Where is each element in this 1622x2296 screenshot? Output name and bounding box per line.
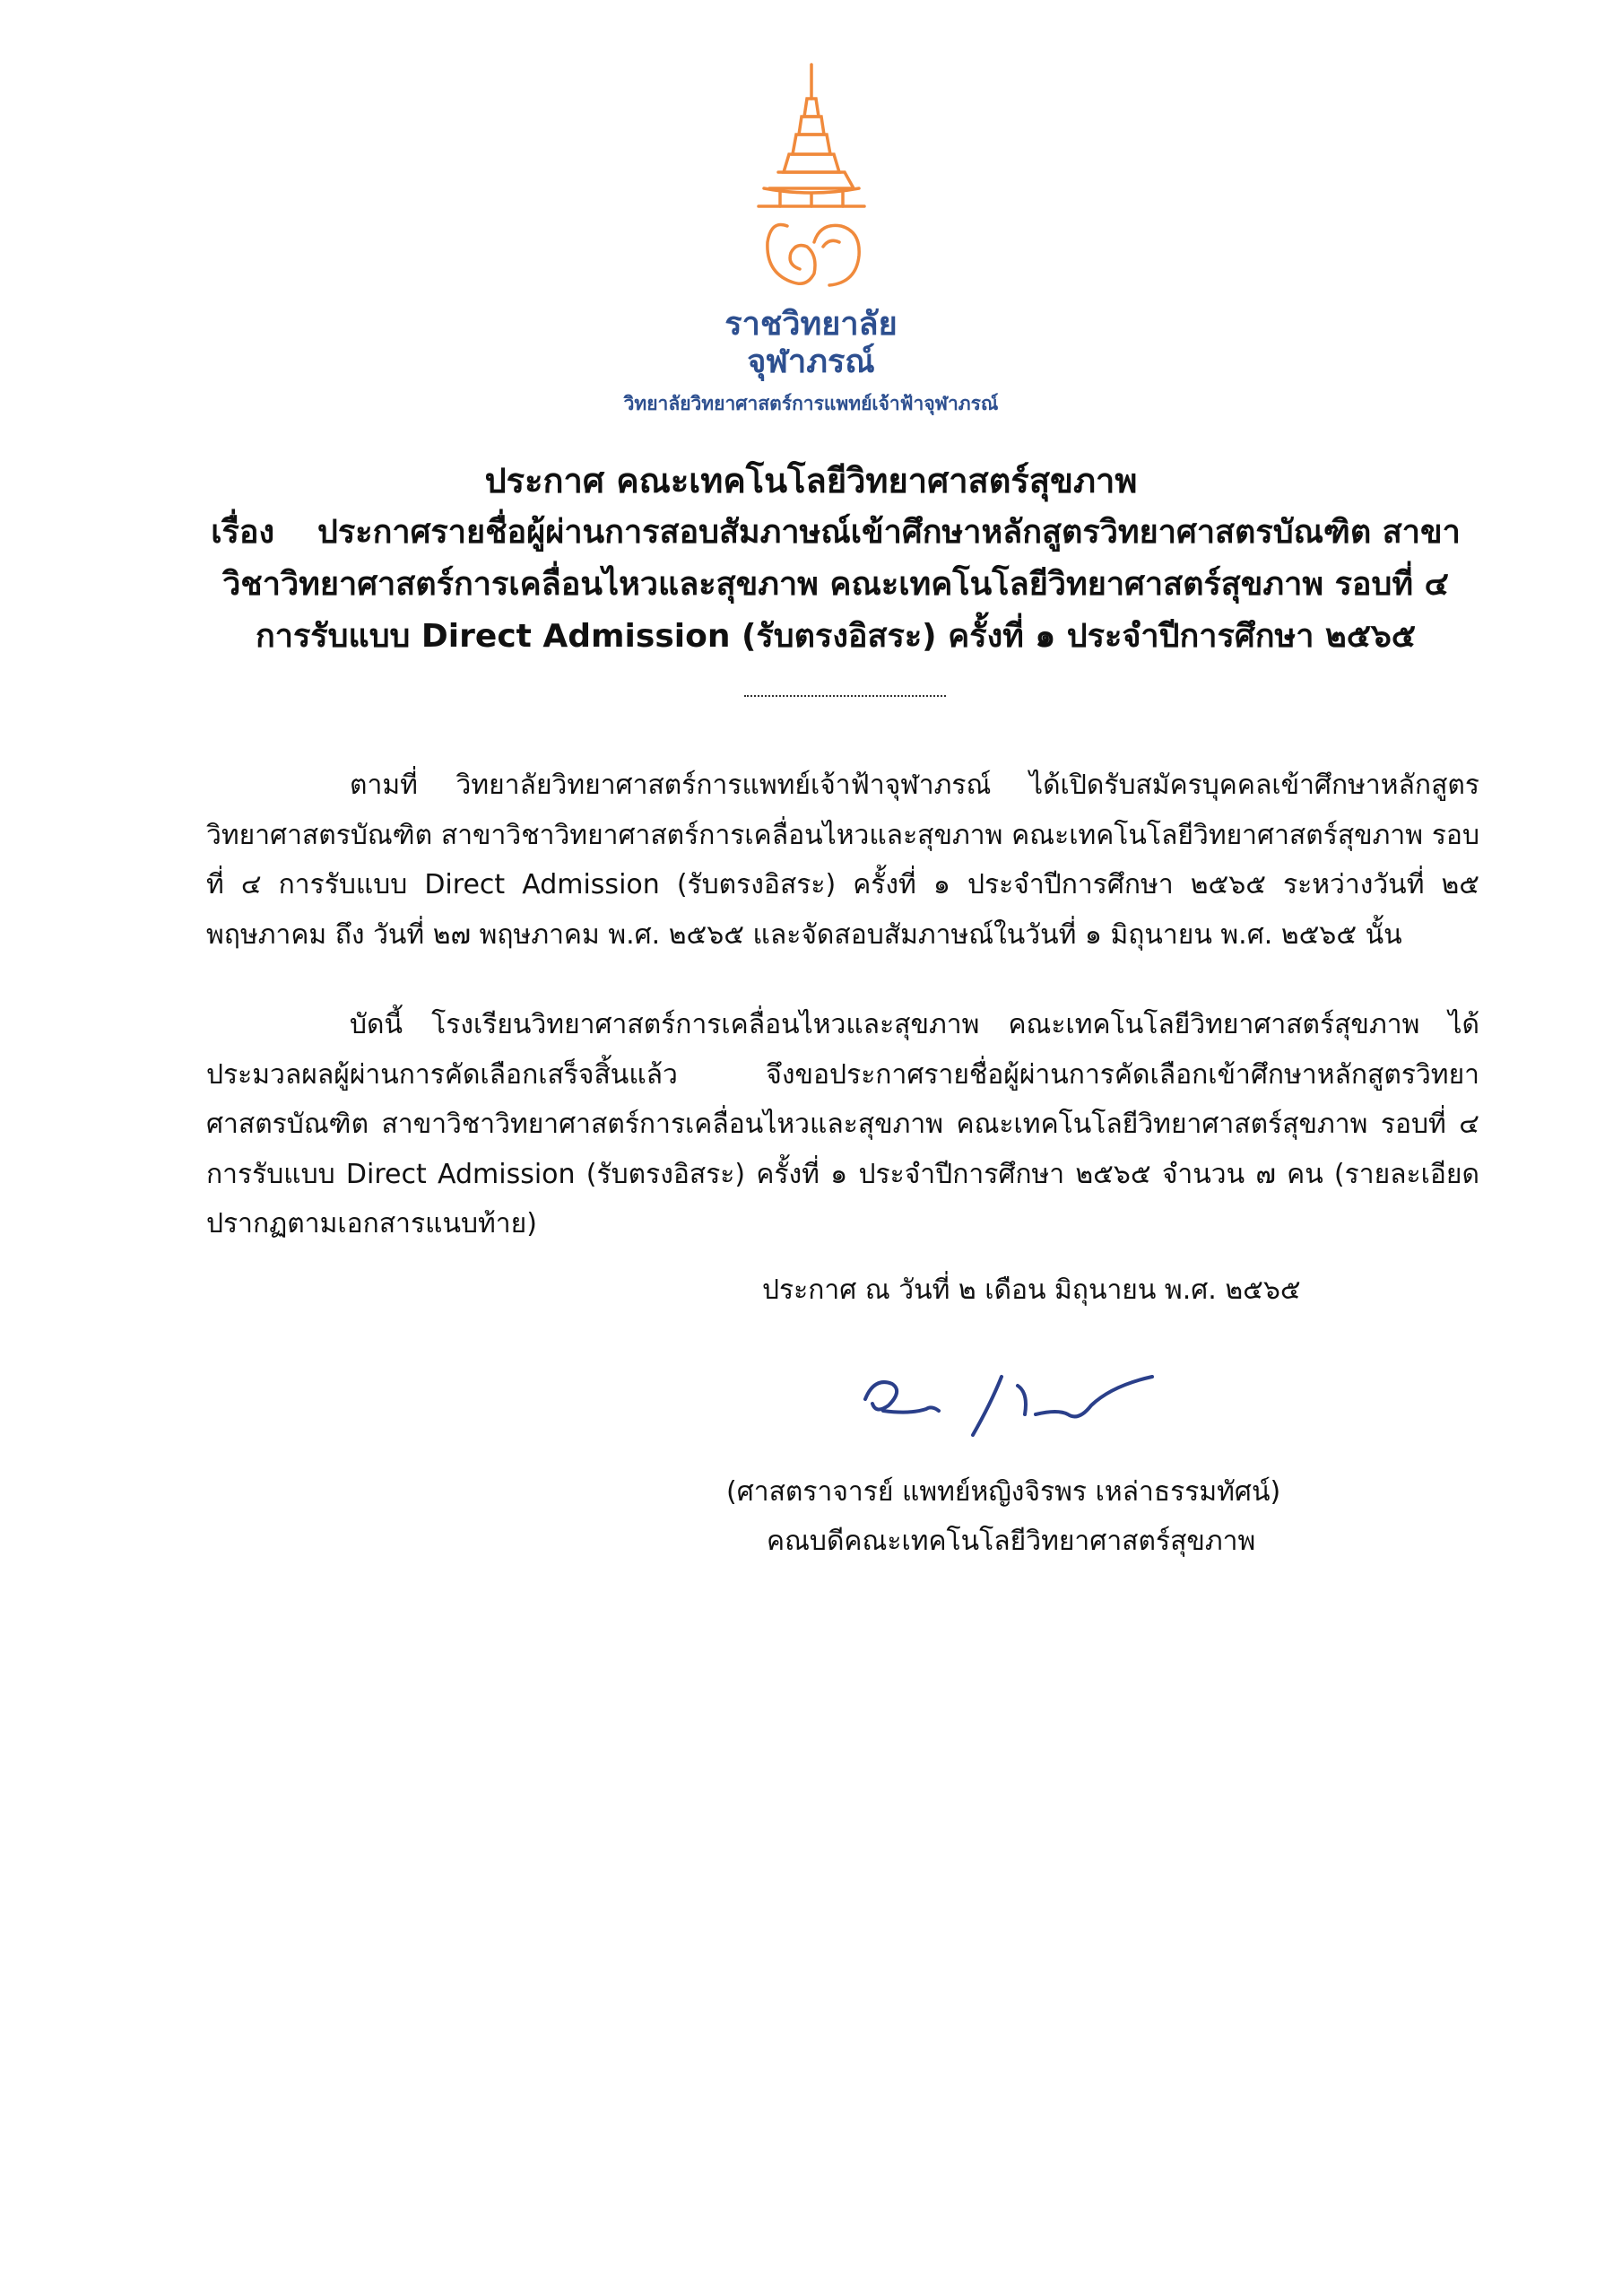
signer-name: (ศาสตราจารย์ แพทย์หญิงจิรพร เหล่าธรรมทัศน์) [726, 1476, 1281, 1508]
emblem-icon [744, 63, 879, 305]
body-paragraph-1: ตามที่ วิทยาลัยวิทยาศาสตร์การแพทย์เจ้าฟ้าจุฬาภรณ์ ได้เปิดรับสมัครบุคคลเข้าศึกษาหลักสูตรวิทยาศาสตรบัณฑิต สาขาวิชาวิทยาศาสตร์การเคลื่อนไหวและสุขภาพ คณะเทคโนโลยีวิทยาศาสตร์สุขภาพ รอบที่ ๔ การรับแบบ Direct Admission (รับตรงอิสระ) ครั้งที่ ๑ ประจำปีการศึกษา ๒๕๖๕ ระหว่างวันที่ ๒๕ พฤษภาคม ถึง วันที่ ๒๗ พฤษภาคม พ.ศ. ๒๕๖๕ และจัดสอบสัมภาษณ์ในวันที่ ๑ มิถุนายน พ.ศ. ๒๕๖๕ นั้น [206, 770, 1479, 951]
logo-name-line1: ราชวิทยาลัย [724, 305, 898, 343]
subject-label: เรื่อง [211, 514, 275, 551]
announcement-heading: ประกาศ คณะเทคโนโลยีวิทยาศาสตร์สุขภาพ [484, 461, 1138, 500]
signer-title: คณบดีคณะเทคโนโลยีวิทยาศาสตร์สุขภาพ [767, 1526, 1256, 1557]
signature-image [856, 1350, 1179, 1448]
announcement-subject [199, 507, 1472, 663]
body-paragraph-2: บัดนี้ โรงเรียนวิทยาศาสตร์การเคลื่อนไหวและสุขภาพ คณะเทคโนโลยีวิทยาศาสตร์สุขภาพ ได้ประมวลผลผู้ผ่านการคัดเลือกเสร็จสิ้นแล้ว จึงขอประกาศรายชื่อผู้ผ่านการคัดเลือกเข้าศึกษาหลักสูตรวิทยาศาสตรบัณฑิต สาขาวิชาวิทยาศาสตร์การเคลื่อนไหวและสุขภาพ คณะเทคโนโลยีวิทยาศาสตร์สุขภาพ รอบที่ ๔ การรับแบบ Direct Admission (รับตรงอิสระ) ครั้งที่ ๑ ประจำปีการศึกษา ๒๕๖๕ จำนวน ๗ คน (รายละเอียดปรากฏตามเอกสารแนบท้าย) [206, 1009, 1479, 1239]
logo-subtitle: วิทยาลัยวิทยาศาสตร์การแพทย์เจ้าฟ้าจุฬาภรณ์ [623, 392, 999, 414]
announcement-date: ประกาศ ณ วันที่ ๒ เดือน มิถุนายน พ.ศ. ๒๕๖๕ [762, 1274, 1301, 1306]
logo-name-line2: จุฬาภรณ์ [747, 343, 875, 380]
dotted-divider [744, 695, 946, 697]
subject-text: ประกาศรายชื่อผู้ผ่านการสอบสัมภาษณ์เข้าศึกษาหลักสูตรวิทยาศาสตรบัณฑิต สาขาวิชาวิทยาศาสตร์การเคลื่อนไหวและสุขภาพ คณะเทคโนโลยีวิทยาศาสตร์สุขภาพ รอบที่ ๔ การรับแบบ Direct Admission (รับตรงอิสระ) ครั้งที่ ๑ ประจำปีการศึกษา ๒๕๖๕ [222, 514, 1461, 655]
institution-logo [0, 63, 1622, 419]
